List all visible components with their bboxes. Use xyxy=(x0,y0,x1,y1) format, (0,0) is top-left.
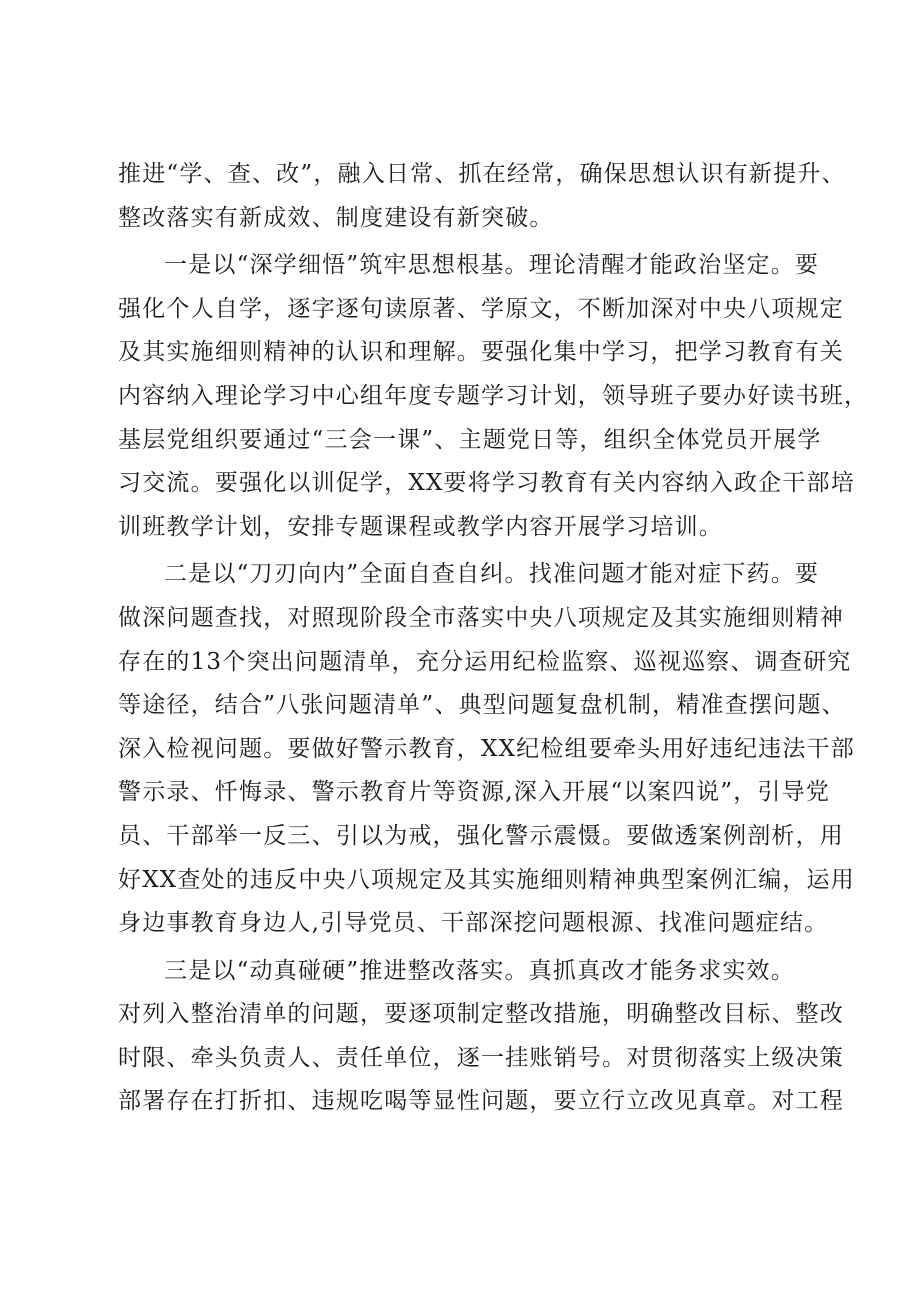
text-line: 习交流。要强化以训促学，XX要将学习教育有关内容纳入政企干部培 xyxy=(118,470,855,497)
text-line: 警示录、忏悔录、警示教育片等资源,深入开展“以案四说”，引导党 xyxy=(118,779,831,806)
text-line: 深入检视问题。要做好警示教育，XX纪检组要牵头用好违纪违法干部 xyxy=(118,735,855,762)
text-line: 整改落实有新成效、制度建设有新突破。 xyxy=(118,204,554,231)
text-line: 身边事教育身边人,引导党员、干部深挖问题根源、找准问题症结。 xyxy=(118,910,829,937)
paragraph-point-2 xyxy=(118,553,855,945)
text-line: 训班教学计划，安排专题课程或教学内容开展学习培训。 xyxy=(118,513,723,540)
paragraph-point-3 xyxy=(118,950,844,1124)
text-line: 一是以“深学细悟”筑牢思想根基。理论清醒才能政治坚定。要 xyxy=(164,252,820,279)
text-line: 基层党组织要通过“三会一课”、主题党日等，组织全体党员开展学 xyxy=(118,426,822,453)
text-line: 对列入整治清单的问题，要逐项制定整改措施，明确整改目标、整改 xyxy=(118,1001,844,1028)
document-body xyxy=(118,153,869,1124)
paragraph-point-1 xyxy=(118,244,869,549)
text-line: 推进“学、查、改”，融入日常、抓在经常，确保思想认识有新提升、 xyxy=(118,161,846,187)
text-line: 及其实施细则精神的认识和理解。要强化集中学习，把学习教育有关 xyxy=(118,339,844,366)
text-line: 等途径，结合”八张问题清单”、典型问题复盘机制，精准查摆问题、 xyxy=(118,692,846,719)
text-line: 员、干部举一反三、引以为戒，强化警示震慑。要做透案例剖析，用 xyxy=(118,822,844,849)
text-line: 存在的13个突出问题清单，充分运用纪检监察、巡视巡察、调查研究 xyxy=(118,648,852,675)
text-line: 好XX查处的违反中央八项规定及其实施细则精神典型案例汇编，运用 xyxy=(118,866,855,893)
paragraph-intro xyxy=(118,153,846,240)
text-line: 三是以“动真碰硬”推进整改落实。真抓真改才能务求实效。 xyxy=(164,957,795,984)
text-line: 二是以“刀刃向内”全面自查自纠。找准问题才能对症下药。要 xyxy=(164,561,820,588)
text-line: 做深问题查找，对照现阶段全市落实中央八项规定及其实施细则精神 xyxy=(118,604,844,631)
text-line: 部署存在打折扣、违规吃喝等显性问题，要立行立改见真章。对工程 xyxy=(118,1088,844,1115)
text-line: 内容纳入理论学习中心组年度专题学习计划，领导班子要办好读书班， xyxy=(118,382,869,409)
text-line: 时限、牵头负责人、责任单位，逐一挂账销号。对贯彻落实上级决策 xyxy=(118,1044,844,1071)
text-line: 强化个人自学，逐字逐句读原著、学原文，不断加深对中央八项规定 xyxy=(118,295,844,322)
